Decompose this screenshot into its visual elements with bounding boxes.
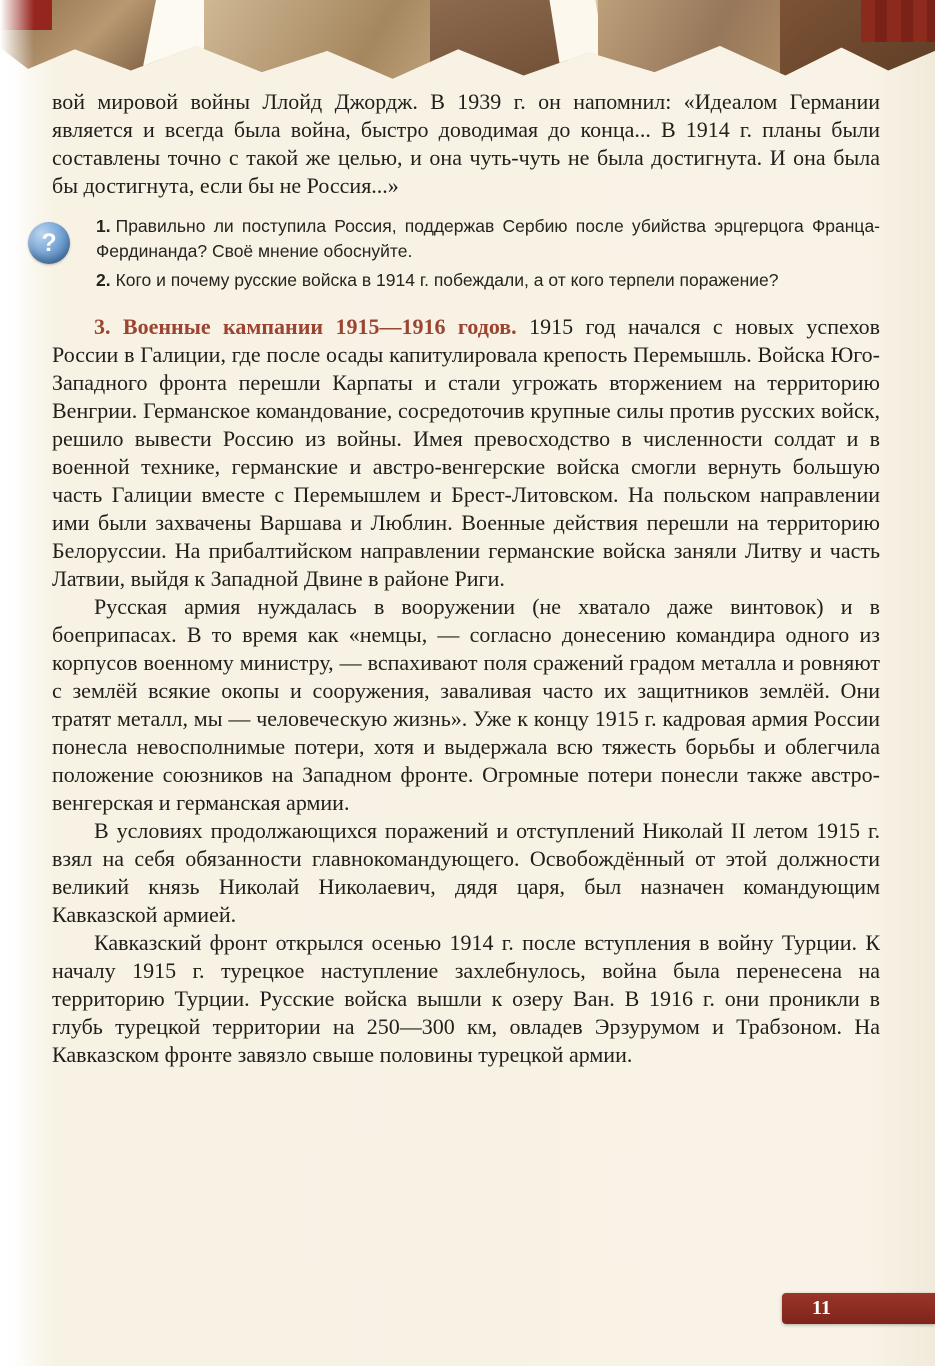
- question-mark-glyph: ?: [41, 228, 57, 257]
- question-item: [96, 268, 880, 293]
- red-corner-ornament: [861, 0, 935, 42]
- question-item: [96, 214, 880, 264]
- decorative-header-collage: [0, 0, 935, 82]
- question-number: 2.: [96, 270, 111, 290]
- questions-block: [28, 214, 880, 297]
- page-number-tab: [782, 1293, 935, 1324]
- question-text: Правильно ли поступила Россия, поддержав Сербию после убийства эрцгерцога Франца-Фердинанда? Своё мнение обоснуйте.: [96, 216, 880, 261]
- body-paragraph: Кавказский фронт открылся осенью 1914 г. после вступления в войну Турции. К началу 1915 г. турецкое наступление захлебнулось, война была перенесена на территорию Турции. Русские войска вышли к озеру Ван. В 1916 г. они проникли в глубь турецкой территории на 250—300 км, овладев Эрзурумом и Трабзоном. На Кавказском фронте завязло свыше половины турецкой армии.: [52, 930, 880, 1067]
- artwork-block: [598, 0, 782, 82]
- artwork-block: [204, 0, 432, 82]
- body-paragraph: Русская армия нуждалась в вооружении (не хватало даже винтовок) и в боеприпасах. В то время как «немцы, — согласно донесению командира одного из корпусов военному министру, — вспахивают поля сражений градом металла и ровняют с землёй всякие окопы и сооружения, заваливая часто их защитников землёй. Они тратят металл, мы — человеческую жизнь». Уже к концу 1915 г. кадровая армия России понесла невосполнимые потери, хотя и выдержала всю тяжесть борьбы и облегчила положение союзников на Западном фронте. Огромные потери понесли также австро-венгерская и германская армии.: [52, 594, 880, 815]
- red-corner-ornament: [0, 0, 52, 30]
- questions-list: [96, 214, 880, 297]
- section-lead-paragraph: [52, 313, 880, 593]
- question-mark-icon: [28, 222, 70, 264]
- body-paragraph: В условиях продолжающихся поражений и отступлений Николай II летом 1915 г. взял на себя обязанности главнокомандующего. Освобождённый от этой должности великий князь Николай Николаевич, дядя царя, был назначен командующим Кавказской армией.: [52, 818, 880, 927]
- intro-paragraph: вой мировой войны Ллойд Джордж. В 1939 г. он напомнил: «Идеалом Германии является и всегда была война, быстро доводимая до конца... В 1914 г. планы были составлены точно с такой же целью, и она чуть-чуть не была достигнута. И она была бы достигнута, если бы не Россия...»: [52, 89, 880, 198]
- page-number: 11: [812, 1297, 831, 1319]
- question-number: 1.: [96, 216, 111, 236]
- section-lead-text: 1915 год начался с новых успехов России в Галиции, где после осады капитулировала крепость Перемышль. Войска Юго-Западного фронта перешли Карпаты и стали угрожать вторжением на территорию Венгрии. Германское командование, сосредоточив крупные силы против русских войск, решило вывести Россию из войны. Имея превосходство в численности солдат и в военной технике, германские и австро-венгерские войска смогли вернуть большую часть Галиции вместе с Перемышлем и Брест-Литовском. На польском направлении ими были захвачены Варшава и Люблин. Военные действия перешли на территорию Белоруссии. На прибалтийском направлении германские войска заняли Литву и часть Латвии, выйдя к Западной Двине в районе Риги.: [52, 314, 880, 591]
- section-heading: 3. Военные кампании 1915—1916 годов.: [94, 314, 517, 339]
- page-content: [41, 88, 880, 1069]
- artwork-block: [430, 0, 568, 82]
- question-text: Кого и почему русские войска в 1914 г. побеждали, а от кого терпели поражение?: [115, 270, 779, 290]
- page-binding-shadow: [0, 0, 34, 1366]
